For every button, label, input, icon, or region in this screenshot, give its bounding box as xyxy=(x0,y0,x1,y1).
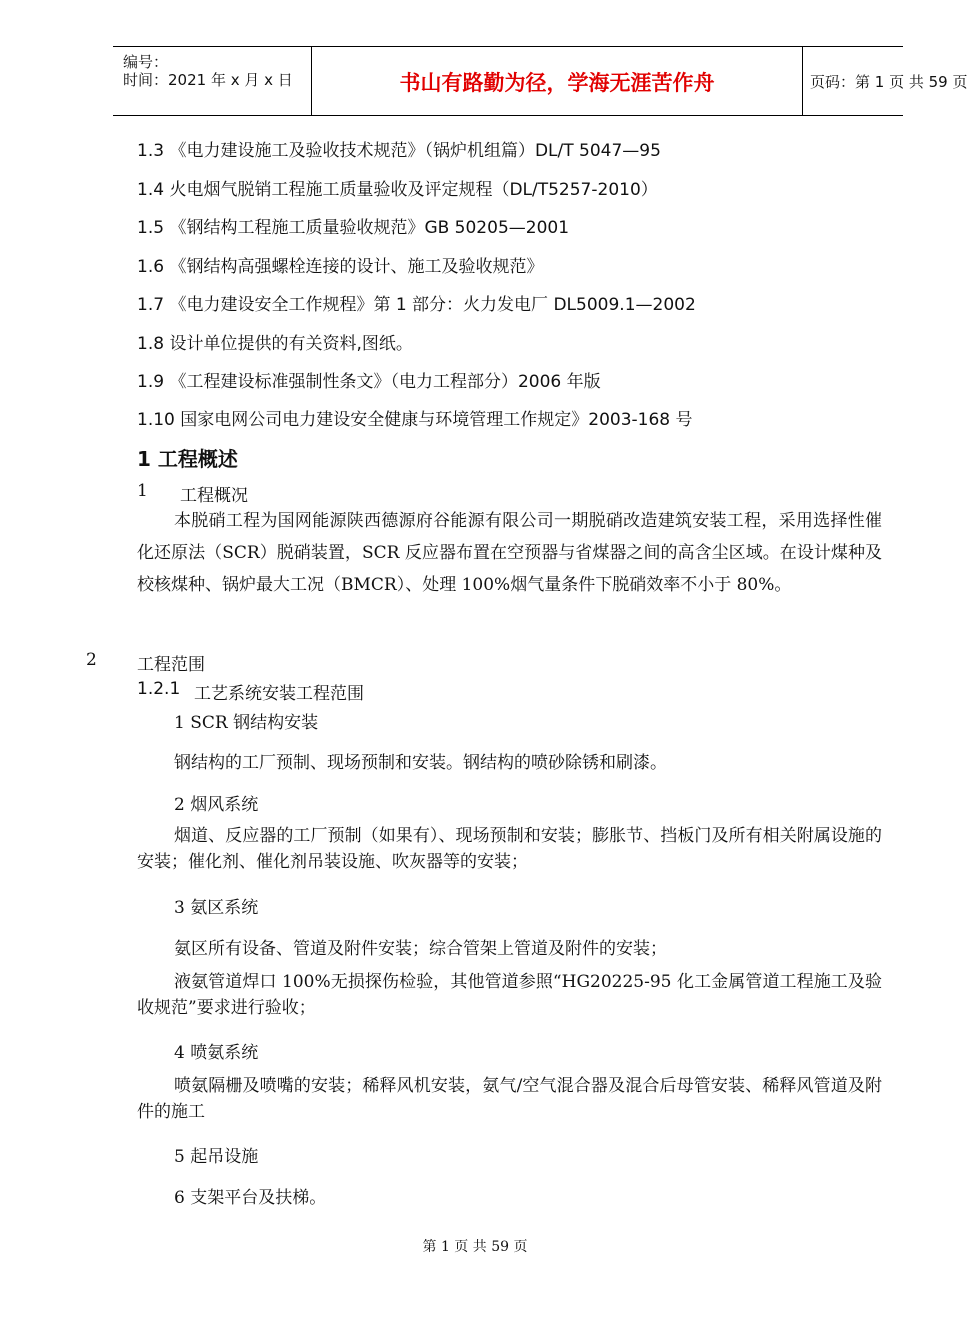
document-time-label: 时间：2021 年 x 月 x 日 xyxy=(123,71,293,89)
reference-item: 1.3 《电力建设施工及验收技术规范》（锅炉机组篇）DL/T 5047—95 xyxy=(137,141,661,161)
item-text: 钢结构的工厂预制、现场预制和安装。钢结构的喷砂除锈和刷漆。 xyxy=(174,753,667,773)
item-title: 3 氨区系统 xyxy=(174,898,259,918)
reference-item: 1.7 《电力建设安全工作规程》第 1 部分：火力发电厂 DL5009.1—2002 xyxy=(137,295,696,315)
reference-item: 1.8 设计单位提供的有关资料,图纸。 xyxy=(137,334,413,354)
item-text: 液氨管道焊口 100%无损探伤检验，其他管道参照“HG20225-95 化工金属管道工程施工及验收规范”要求进行验收； xyxy=(137,972,882,1018)
item-text: 氨区所有设备、管道及附件安装；综合管架上管道及附件的安装； xyxy=(174,939,667,959)
document-number-label: 编号： xyxy=(123,53,169,71)
header-motto: 书山有路勤为径，学海无涯苦作舟 xyxy=(399,71,715,95)
item-text: 喷氨隔栅及喷嘴的安装；稀释风机安装，氨气/空气混合器及混合后母管安装、稀释风管道及附件的施工 xyxy=(137,1076,882,1122)
page-footer: 第 1 页 共 59 页 xyxy=(422,1239,528,1255)
reference-item: 1.5 《钢结构工程施工质量验收规范》GB 50205—2001 xyxy=(137,218,570,238)
item-title: 2 烟风系统 xyxy=(174,795,259,815)
section-title: 工程范围 xyxy=(137,655,205,675)
reference-item: 1.4 火电烟气脱销工程施工质量验收及评定规程（DL/T5257-2010） xyxy=(137,180,658,200)
reference-item: 1.10 国家电网公司电力建设安全健康与环境管理工作规定》2003-168 号 xyxy=(137,410,693,430)
subsection-title: 工程概况 xyxy=(180,486,248,506)
header-meta-cell xyxy=(113,47,311,115)
item-text: 烟道、反应器的工厂预制（如果有）、现场预制和安装；膨胀节、挡板门及所有相关附属设施的安装；催化剂、催化剂吊装设施、吹灰器等的安装； xyxy=(137,826,882,872)
item-title: 6 支架平台及扶梯。 xyxy=(174,1188,327,1208)
item-title: 1 SCR 钢结构安装 xyxy=(174,713,319,733)
reference-item: 1.9 《工程建设标准强制性条文》（电力工程部分）2006 年版 xyxy=(137,372,601,392)
header-page-label: 页码：第 1 页 共 59 页 xyxy=(810,73,967,91)
subsection-title: 工艺系统安装工程范围 xyxy=(194,684,364,704)
header-page-cell xyxy=(802,47,967,115)
page-header xyxy=(113,46,967,116)
subsection-number: 1.2.1 xyxy=(137,679,181,699)
item-title: 4 喷氨系统 xyxy=(174,1043,259,1063)
section-heading: 1 工程概述 xyxy=(137,447,238,471)
subsection-number: 1 xyxy=(137,481,148,501)
reference-item: 1.6 《钢结构高强螺栓连接的设计、施工及验收规范》 xyxy=(137,257,544,277)
section-number: 2 xyxy=(86,650,97,670)
item-title: 5 起吊设施 xyxy=(174,1147,259,1167)
header-motto-cell xyxy=(311,47,803,115)
overview-paragraph: 本脱硝工程为国网能源陕西德源府谷能源有限公司一期脱硝改造建筑安装工程，采用选择性催化还原法（SCR）脱硝装置，SCR 反应器布置在空预器与省煤器之间的高含尘区域。在设计煤种及校核煤种、锅炉最大工况（BMCR）、处理 100%烟气量条件下脱硝效率不小于 80%。 xyxy=(137,511,882,595)
